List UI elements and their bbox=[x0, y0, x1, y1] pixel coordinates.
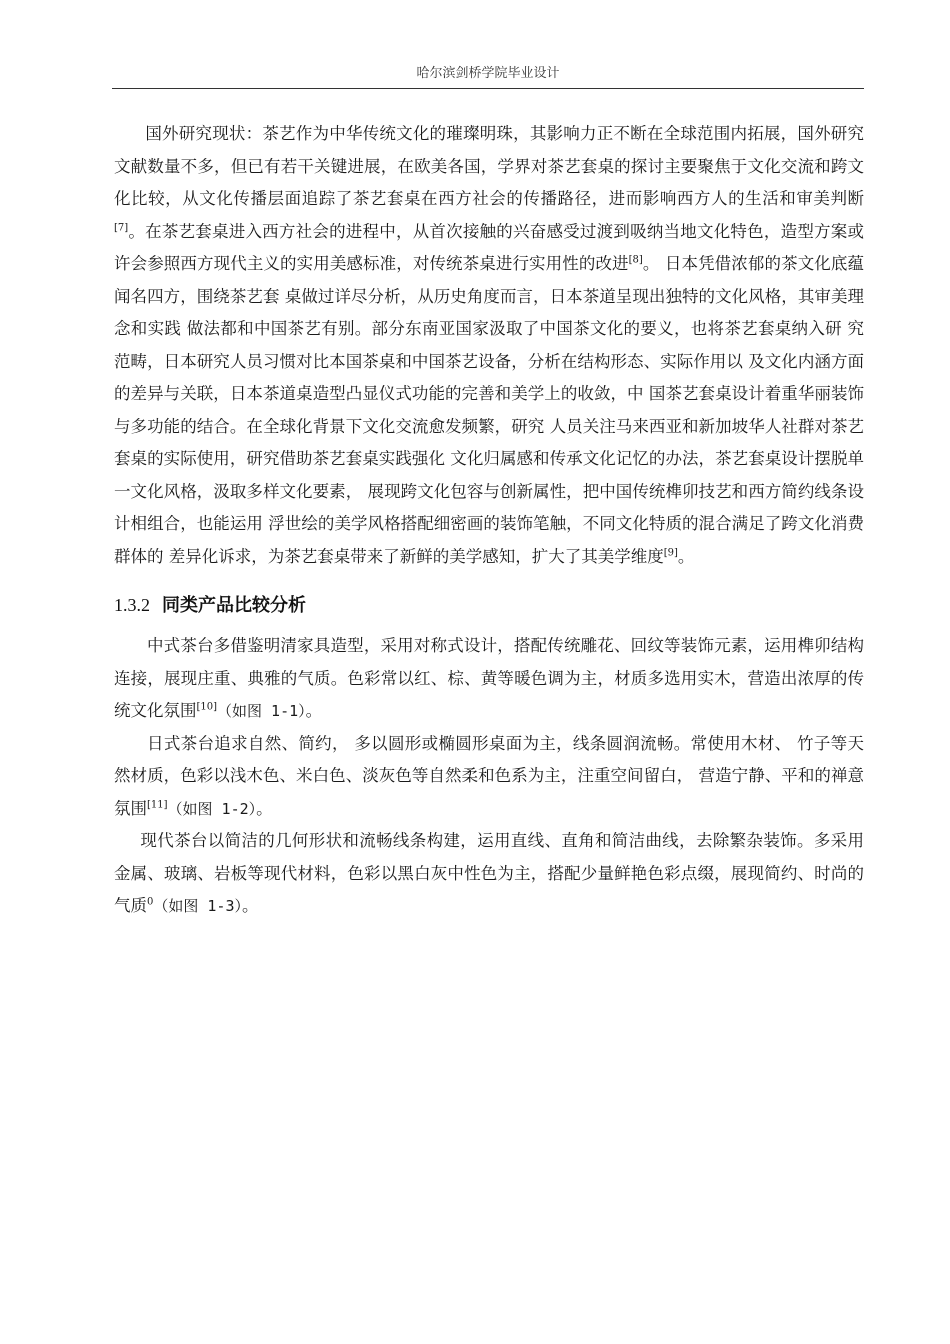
citation-ref: [11] bbox=[147, 799, 168, 810]
paragraph-foreign-research bbox=[114, 118, 864, 573]
header-title: 哈尔滨剑桥学院毕业设计 bbox=[416, 66, 560, 81]
paragraph-text: 中式茶台多借鉴明清家具造型，采用对称式设计，搭配传统雕花、回纹等装饰元素，运用榫卯结构连接，展现庄重、典雅的气质。色彩常以红、棕、黄等暖色调为主，材质多选用实木，营造出浓厚的传统文化氛围 bbox=[114, 636, 864, 720]
paragraph-text: 国外研究现状：茶艺作为中华传统文化的璀璨明珠，其影响力正不断在全球范围内拓展，国外研究文献数量不多，但已有若干关键进展，在欧美各国，学界对茶艺套桌的探讨主要聚焦于文化交流和跨文化比较，从文化传播层面追踪了茶艺套桌在西方社会的传播路径，进而影响西方人的生活和审美判断 bbox=[114, 124, 864, 208]
section-heading bbox=[114, 593, 864, 618]
paragraph-text: 日式茶台追求自然、简约， 多以圆形或椭圆形桌面为主，线条圆润流畅。常使用木材、 竹子等天然材质，色彩以浅木色、米白色、淡灰色等自然柔和色系为主，注重空间留白， 营造宁静、平和的禅意氛围 bbox=[114, 733, 864, 818]
section-number: 1.3.2 bbox=[114, 595, 150, 615]
paragraph-text: 。 日本凭借浓郁的茶文化底蕴闻名四方，围绕茶艺套 桌做过详尽分析，从历史角度而言，日本茶道呈现出独特的文化风格，其审美理念和实践 做法都和中国茶艺有别。部分东南亚国家汲取了中国茶文化的要义，也将茶艺套桌纳入研 究范畴，日本研究人员习惯对比本国茶桌和中国茶艺设备，分析在结构形态、实际作用以 及文化内涵方面的差异与关联，日本茶道桌造型凸显仪式功能的完善和美学上的收敛，中 国茶艺套桌设计着重华丽装饰与多功能的结合。在全球化背景下文化交流愈发频繁，研究 人员关注马来西亚和新加坡华人社群对茶艺套桌的实际使用，研究借助茶艺套桌实践强化 文化归属感和传承文化记忆的办法，茶艺套桌设计摆脱单一文化风格，汲取多样文化要素， 展现跨文化包容与创新属性，把中国传统榫卯技艺和西方简约线条设计相组合，也能运用 浮世绘的美学风格搭配细密画的装饰笔触，不同文化特质的混合满足了跨文化消费群体的 差异化诉求，为茶艺套桌带来了新鲜的美学感知，扩大了其美学维度 bbox=[114, 254, 864, 566]
paragraph-text: 。 bbox=[677, 546, 695, 566]
figure-reference: （如图 1-1） bbox=[217, 702, 306, 720]
paragraph-text: 。在茶艺套桌进入西方社会的进程中，从首次接触的兴奋感受过渡到吸纳当地文化特色，造型方案或许会参照西方现代主义的实用美感标准，对传统茶桌进行实用性的改进 bbox=[114, 221, 864, 273]
paragraph-japanese-tea-table bbox=[114, 728, 864, 826]
citation-ref: 0 bbox=[147, 896, 154, 908]
figure-reference: （如图 1-3） bbox=[153, 897, 242, 915]
paragraph-text: 。 bbox=[256, 798, 273, 818]
paragraph-text: 现代茶台以简洁的几何形状和流畅线条构建，运用直线、直角和简洁曲线，去除繁杂装饰。多采用金属、玻璃、岩板等现代材料，色彩以黑白灰中性色为主，搭配少量鲜艳色彩点缀，展现简约、时尚的气质 bbox=[114, 831, 864, 915]
document-body bbox=[114, 118, 864, 923]
paragraph-modern-tea-table bbox=[114, 825, 864, 923]
page-header bbox=[112, 64, 864, 89]
paragraph-text: 。 bbox=[305, 701, 323, 720]
figure-reference: （如图 1-2） bbox=[167, 799, 257, 818]
paragraph-chinese-tea-table bbox=[114, 630, 864, 728]
citation-ref: [8] bbox=[628, 254, 643, 266]
citation-ref: [10] bbox=[196, 701, 218, 713]
paragraph-text: 。 bbox=[242, 896, 259, 915]
section-title: 同类产品比较分析 bbox=[162, 595, 306, 616]
citation-ref: [9] bbox=[663, 547, 678, 558]
citation-ref: [7] bbox=[114, 222, 129, 233]
